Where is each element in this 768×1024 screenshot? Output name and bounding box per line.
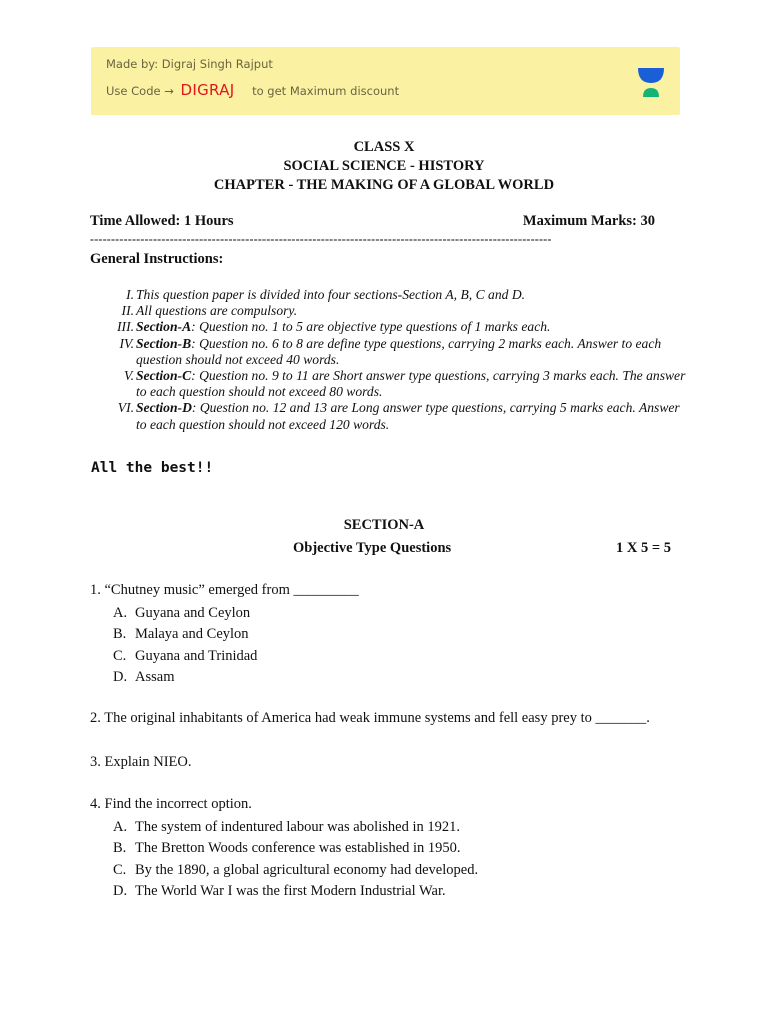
instruction-text: : Question no. 12 and 13 are Long answer type questions, carrying 5 marks each. Answer to each question should not exceed 120 words. — [136, 400, 680, 432]
promo-banner — [91, 47, 680, 115]
option-text: Malaya and Ceylon — [135, 626, 249, 643]
instruction-text: All questions are compulsory. — [136, 303, 298, 319]
option-text: Assam — [135, 668, 175, 685]
option-label: A. — [113, 605, 128, 621]
instruction-number: III. — [117, 319, 134, 335]
maximum-marks: Maximum Marks: 30 — [522, 213, 655, 229]
instruction-number: II. — [121, 303, 134, 319]
section-a-subtitle: Objective Type Questions — [293, 540, 452, 556]
option-label: A. — [113, 819, 128, 835]
use-code-prefix: Use Code → — [106, 84, 174, 98]
instruction-text: : Question no. 6 to 8 are define type questions, carrying 2 marks each. Answer to each question should not exceed 40 words. — [136, 335, 662, 367]
question-2: 2. The original inhabitants of America had weak immune systems and fell easy prey to _______. — [90, 710, 650, 726]
option-c — [113, 860, 478, 881]
option-label: C. — [113, 861, 127, 878]
subject-title: SOCIAL SCIENCE - HISTORY — [283, 158, 485, 174]
option-c — [113, 646, 257, 667]
instruction-item — [90, 287, 690, 303]
use-code-suffix: to get Maximum discount — [252, 84, 400, 98]
option-text: The system of indentured labour was abolished in 1921. — [135, 819, 460, 835]
option-label: B. — [113, 840, 127, 857]
option-label: B. — [113, 626, 127, 643]
made-by-text: Made by: Digraj Singh Rajput — [106, 57, 273, 71]
instruction-item — [90, 319, 690, 335]
option-label: D. — [113, 882, 128, 899]
option-label: D. — [113, 668, 128, 685]
option-text: By the 1890, a global agricultural economy had developed. — [135, 861, 479, 878]
option-text: Guyana and Trinidad — [135, 647, 258, 664]
instructions-list — [90, 287, 690, 433]
option-d — [113, 881, 478, 902]
divider-line: -------------------------------------------------------------------------------------------------------------- — [90, 232, 552, 246]
time-allowed: Time Allowed: 1 Hours — [90, 213, 234, 229]
section-a-title: SECTION-A — [343, 517, 425, 533]
option-text: The Bretton Woods conference was established in 1950. — [135, 840, 461, 857]
section-label: Section-D — [136, 400, 192, 416]
instructions-title: General Instructions: — [90, 251, 224, 267]
question-1: 1. “Chutney music” emerged from _________ — [90, 582, 359, 598]
instruction-text: This question paper is divided into four sections-Section A, B, C and D. — [136, 287, 526, 302]
instruction-item — [90, 303, 690, 319]
option-a — [113, 817, 478, 838]
question-4-options — [113, 817, 478, 902]
option-b — [113, 624, 257, 645]
question-3: 3. Explain NIEO. — [90, 754, 192, 770]
instruction-text: : Question no. 1 to 5 are objective type questions of 1 marks each. — [191, 319, 551, 335]
class-title: CLASS X — [353, 139, 415, 155]
unacademy-logo-icon — [636, 65, 666, 99]
option-d — [113, 667, 257, 688]
time-marks-row — [90, 213, 655, 230]
section-a-marks: 1 X 5 = 5 — [616, 540, 671, 556]
chapter-title: CHAPTER - THE MAKING OF A GLOBAL WORLD — [213, 177, 555, 193]
promo-code-line — [106, 81, 399, 99]
question-4: 4. Find the incorrect option. — [90, 796, 252, 812]
option-a — [113, 603, 257, 624]
instruction-number: IV. — [119, 335, 134, 351]
option-b — [113, 838, 478, 859]
instruction-item — [90, 368, 690, 400]
option-label: C. — [113, 647, 127, 664]
question-1-options — [113, 603, 257, 688]
instruction-number: VI. — [117, 400, 134, 416]
instruction-number: V. — [124, 368, 134, 384]
option-text: The World War I was the first Modern Industrial War. — [135, 882, 446, 899]
section-label: Section-B — [136, 335, 192, 351]
section-label: Section-A — [136, 319, 192, 335]
instruction-item — [90, 336, 690, 368]
instruction-text: : Question no. 9 to 11 are Short answer type questions, carrying 3 marks each. The answer to each question should not exceed 80 words. — [136, 368, 686, 400]
instruction-number: I. — [126, 287, 134, 302]
option-text: Guyana and Ceylon — [135, 605, 251, 621]
instruction-item — [90, 400, 690, 432]
all-the-best-text: All the best!! — [91, 460, 214, 476]
section-label: Section-C — [136, 368, 192, 384]
promo-code: DIGRAJ — [180, 81, 235, 99]
